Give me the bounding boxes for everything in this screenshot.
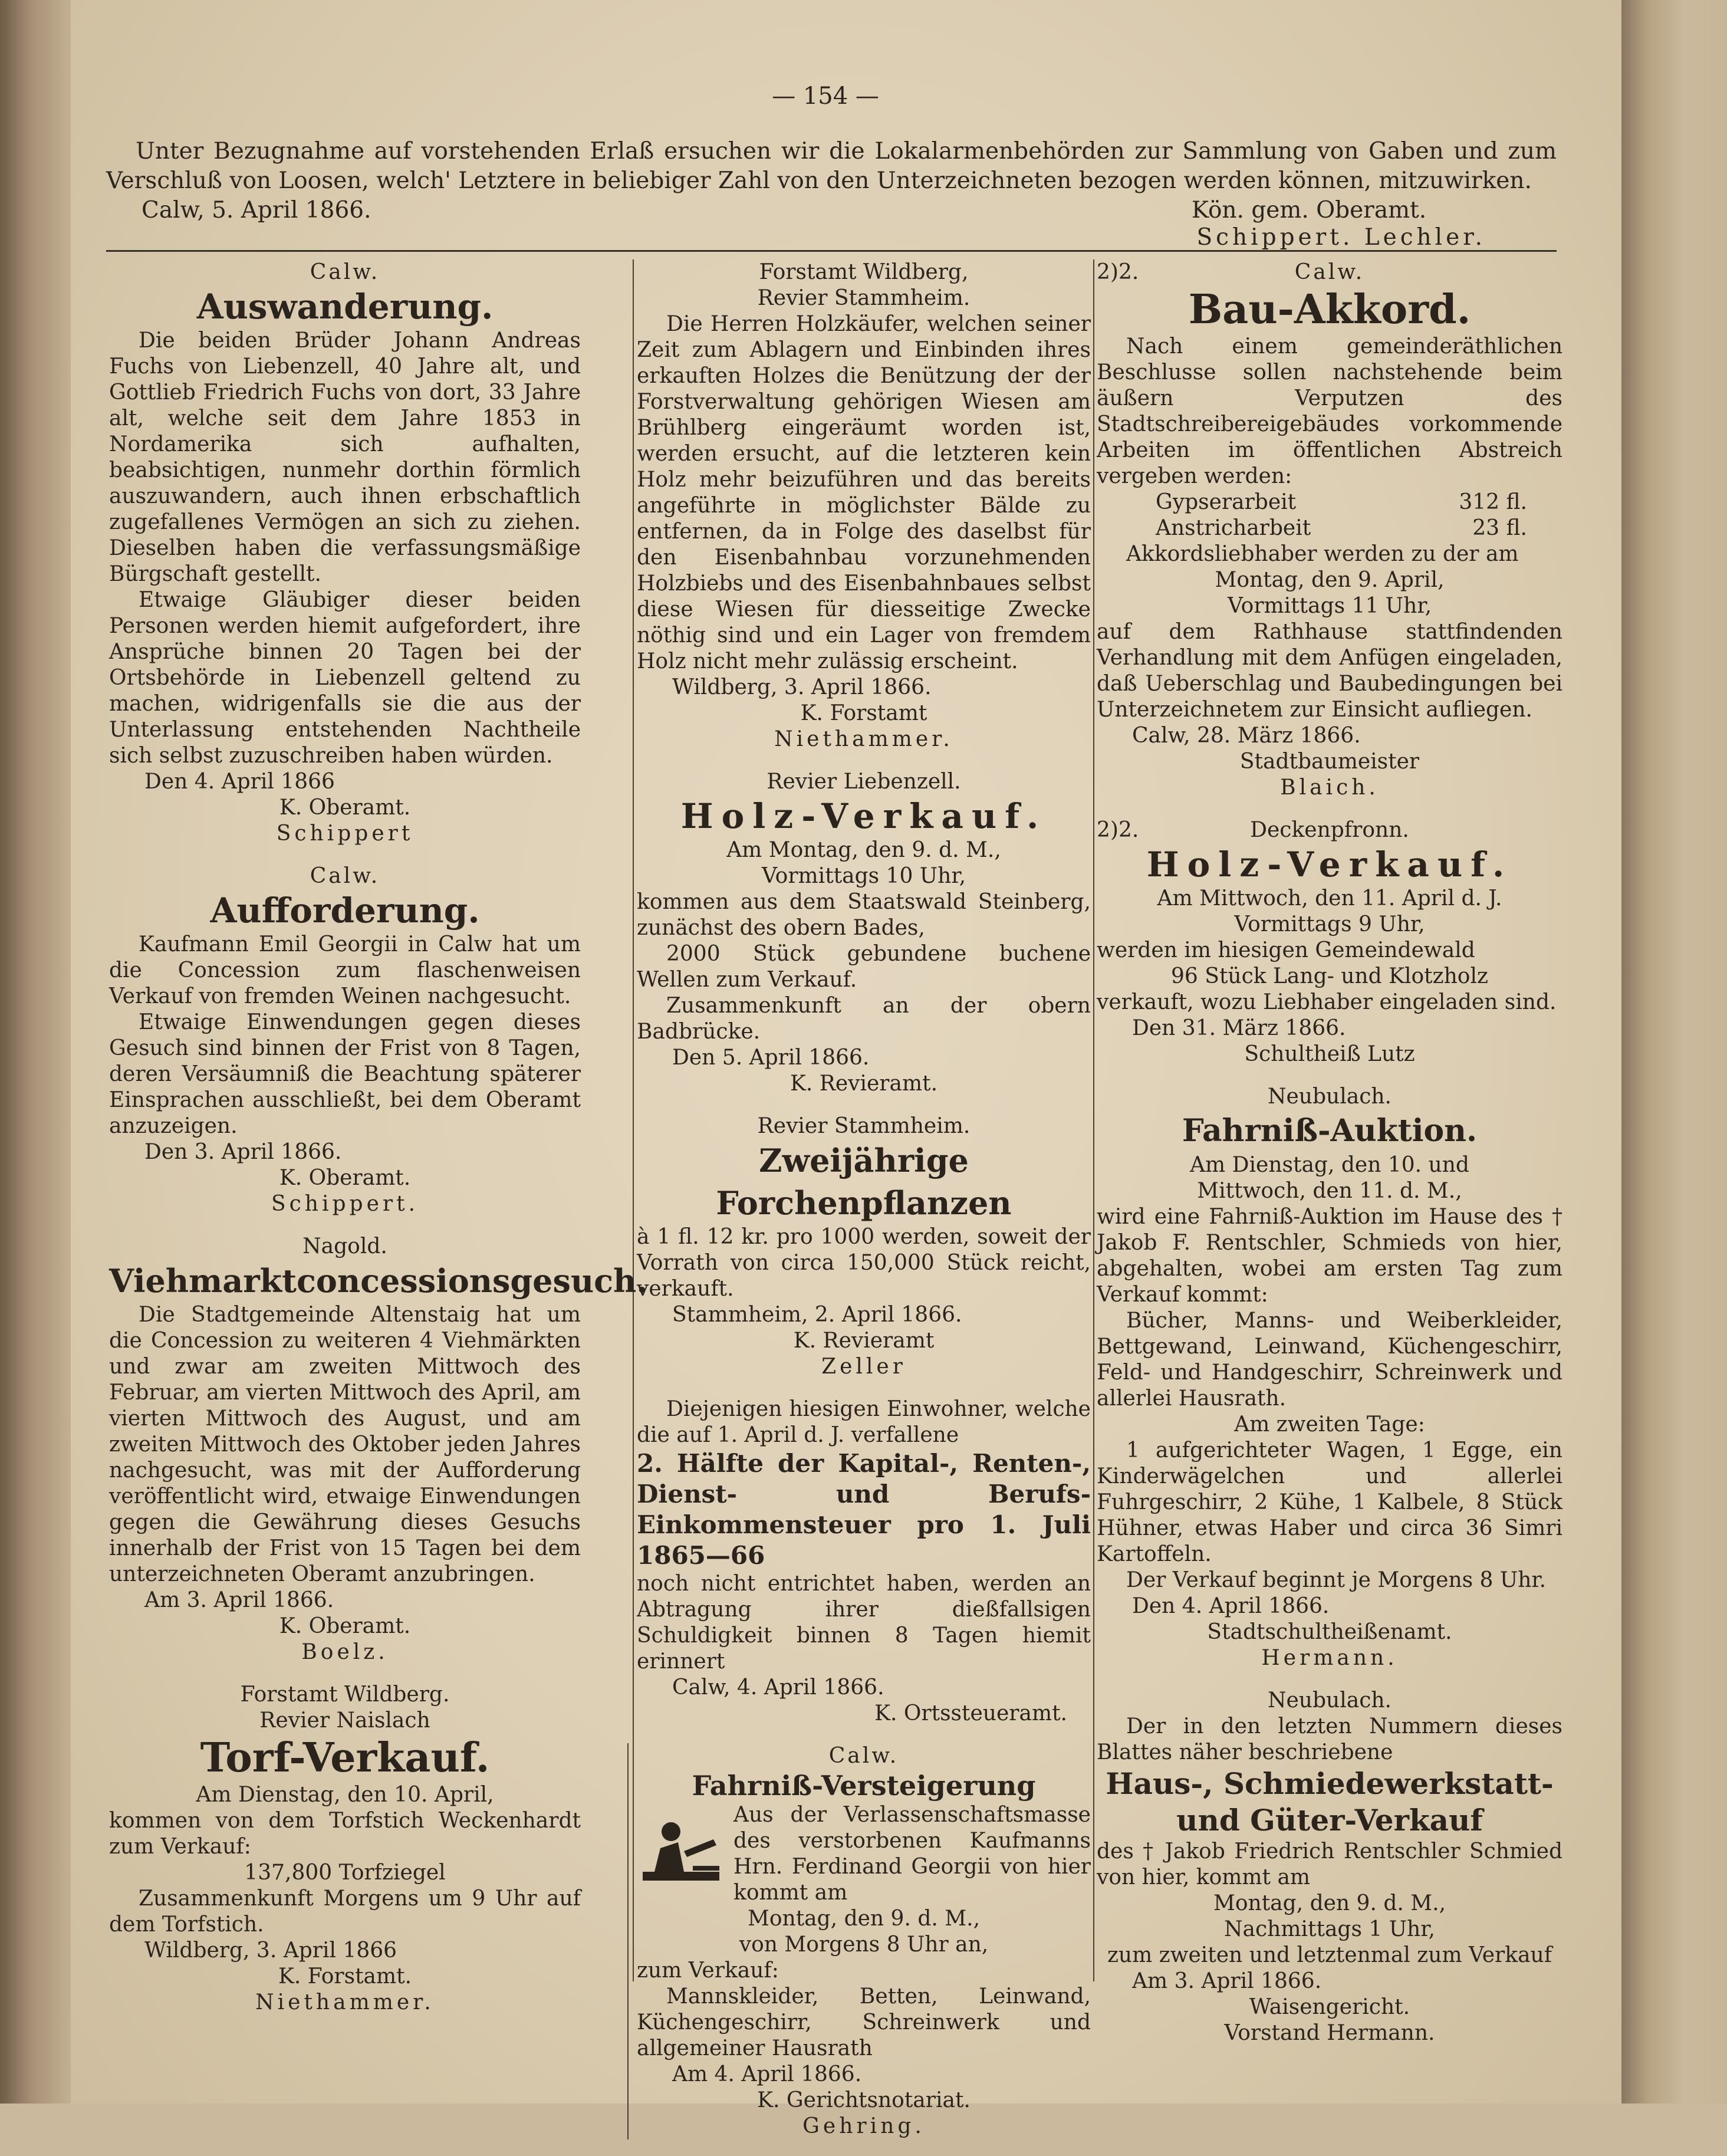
- ad-text: Zusammenkunft an der obern Badbrücke.: [637, 994, 1091, 1044]
- ad-heading: Viehmarktconcessionsgesuch.: [109, 1262, 648, 1300]
- ad-date: Calw, 4. April 1866.: [672, 1675, 884, 1700]
- ad-line: Am Dienstag, den 10. und: [1190, 1153, 1469, 1177]
- ad-location: Calw.: [310, 864, 380, 888]
- ad-fahrniss-auktion: [1097, 1084, 1562, 1671]
- ad-date: Calw, 28. März 1866.: [1132, 724, 1361, 748]
- price-row: [1097, 515, 1562, 541]
- ad-steuer: [637, 1396, 1091, 1727]
- ad-text: Nach einem gemeinderäthlichen Beschlusse sollen nachstehende beim äußern Verputzen des Stadtschreibereigebäudes vorkommende Arbeiten im öffentlichen Abstreich vergeben werden:: [1097, 334, 1562, 488]
- ad-line: Am Dienstag, den 10. April,: [196, 1783, 494, 1807]
- ad-haus-verkauf: [1097, 1688, 1562, 2046]
- ad-signer: Niethammer.: [774, 727, 953, 751]
- intro-signers: Schippert. Lechler.: [1196, 224, 1486, 251]
- ad-line: Vormittags 9 Uhr,: [1234, 912, 1425, 936]
- ad-date: Den 3. April 1866.: [144, 1140, 342, 1164]
- ad-holz-verkauf-deckenpfronn: [1097, 817, 1562, 1067]
- price-row: [1097, 489, 1562, 515]
- ad-bold-text: 2. Hälfte der Kapital-, Renten-, Dienst- und Berufs-Einkommensteuer pro 1. Juli 1865—66: [637, 1449, 1091, 1570]
- ad-office-top: Forstamt Wildberg,: [759, 260, 969, 284]
- price-item-name: Anstricharbeit: [1156, 516, 1311, 540]
- ad-text: Die Stadtgemeinde Altenstaig hat um die Concession zu weiteren 4 Viehmärkten und zwar am zweiten Mittwoch des Februar, am vierten Mittwoch des April, am vierten Mittwoch des August, und am zweiten Mittwoch des Oktober jeden Jahres nachgesucht, was mit der Aufforderung veröffentlicht wird, etwaige Einwendungen gegen die Gewährung dieses Gesuchs innerhalb der Frist von 15 Tagen bei dem unterzeichneten Oberamt anzubringen.: [109, 1303, 581, 1586]
- ad-heading: Aufforderung.: [210, 890, 480, 931]
- ad-text: Der in den letzten Nummern dieses Blattes näher beschriebene: [1097, 1714, 1562, 1764]
- ad-heading: Zweijährige Forchenpflanzen: [716, 1142, 1012, 1222]
- ad-line: von Morgens 8 Uhr an,: [739, 1932, 989, 1957]
- intro-text: Unter Bezugnahme auf vorstehenden Erlaß ersuchen wir die Lokalarmenbehörden zur Sammlung von Gaben und zum Verschluß von Loosen, welch' Letztere in beliebiger Zahl von den Unterzeichneten bezogen werden können, mitzuwirken.: [106, 138, 1557, 194]
- ad-line: Am Montag, den 9. d. M.,: [726, 838, 1001, 862]
- column-rule-2: [1093, 259, 1094, 1981]
- ad-heading: Torf-Verkauf.: [200, 1734, 490, 1782]
- ad-date: Wildberg, 3. April 1866.: [672, 675, 932, 699]
- column-3: [1097, 259, 1562, 2063]
- auction-woodcut-icon: [637, 1807, 725, 1884]
- ad-text: des † Jakob Friedrich Rentschler Schmied von hier, kommt am: [1097, 1839, 1562, 1889]
- price-item-value: 312 fl.: [1459, 490, 1527, 514]
- ad-signer: Schippert: [276, 821, 414, 846]
- ad-torf-verkauf: [109, 1682, 581, 2016]
- intro-sign-row: [106, 196, 1557, 225]
- ad-line: Montag, den 9. April,: [1215, 568, 1445, 592]
- ad-wiesen-notice: [637, 259, 1091, 752]
- ad-office: K. Revieramt.: [790, 1072, 938, 1096]
- ad-text: Etwaige Einwendungen gegen dieses Gesuch sind binnen der Frist von 8 Tagen, deren Versäumniß die Beachtung späterer Einsprachen ausschließt, bei dem Oberamt anzuzeigen.: [109, 1010, 581, 1138]
- column-rule-1: [633, 259, 634, 1981]
- ad-heading: Fahrniß-Auktion.: [1182, 1113, 1478, 1149]
- ad-aufforderung: [109, 863, 581, 1217]
- ad-office: K. Forstamt.: [278, 1964, 412, 1989]
- ad-text: Diejenigen hiesigen Einwohner, welche die auf 1. April d. J. verfallene: [637, 1397, 1091, 1447]
- ad-signer: Gehring.: [802, 2114, 925, 2138]
- ad-signer: Boelz.: [301, 1640, 389, 1664]
- ad-location: Calw.: [1294, 260, 1365, 284]
- ad-heading: Bau-Akkord.: [1188, 286, 1471, 333]
- ad-signer: Vorstand Hermann.: [1224, 2021, 1435, 2045]
- ad-viehmarkt: [109, 1234, 648, 1665]
- ad-line: Am Mittwoch, den 11. April d. J.: [1157, 886, 1502, 911]
- ad-office: Waisengericht.: [1249, 1995, 1410, 2019]
- ad-text: kommen aus dem Staatswald Steinberg, zunächst des obern Bades,: [637, 890, 1091, 940]
- page-number: — 154 —: [772, 83, 879, 110]
- ad-location: Calw.: [828, 1744, 899, 1768]
- ad-date: Am 3. April 1866.: [144, 1588, 334, 1612]
- ad-holz-verkauf-liebenzell: [637, 769, 1091, 1097]
- ad-date: Am 3. April 1866.: [1132, 1969, 1322, 1993]
- ad-line: Nachmittags 1 Uhr,: [1224, 1917, 1435, 1941]
- ad-revier: Revier Liebenzell.: [767, 770, 961, 794]
- ad-text: kommen von dem Torfstich Weckenhardt zum Verkauf:: [109, 1809, 581, 1859]
- ad-date: Den 4. April 1866.: [1132, 1594, 1330, 1618]
- ad-signer: Hermann.: [1261, 1646, 1398, 1670]
- ad-location: Neubulach.: [1268, 1688, 1392, 1713]
- ad-office: K. Oberamt.: [279, 1166, 411, 1190]
- ad-line: Vormittags 10 Uhr,: [761, 864, 966, 888]
- ad-signer: Schippert.: [271, 1192, 419, 1216]
- ad-text: zum zweiten und letztenmal zum Verkauf: [1107, 1943, 1552, 1967]
- intro-date: Calw, 5. April 1866.: [142, 197, 371, 224]
- ad-office: K. Gerichtsnotariat.: [757, 2088, 971, 2112]
- ad-fahrniss-versteigerung: [627, 1743, 1091, 2139]
- ad-text: zum Verkauf:: [637, 1958, 779, 1983]
- ad-date: Den 5. April 1866.: [672, 1046, 870, 1070]
- ad-office: K. Oberamt.: [279, 1614, 411, 1638]
- ad-heading: Auswanderung.: [196, 287, 494, 327]
- ad-auswanderung: [109, 259, 581, 847]
- price-item-value: 23 fl.: [1472, 516, 1527, 540]
- ad-location: Deckenpfronn.: [1250, 818, 1409, 842]
- ad-date: Den 31. März 1866.: [1132, 1016, 1346, 1040]
- ad-text: à 1 fl. 12 kr. pro 1000 werden, soweit der Vorrath von circa 150,000 Stück reicht, verkauft.: [637, 1225, 1091, 1301]
- ad-text: wird eine Fahrniß-Auktion im Hause des † Jakob F. Rentschler, Schmieds von hier, abgehalten, wobei am ersten Tag zum Verkauf kommt:: [1097, 1205, 1562, 1307]
- ad-item: 137,800 Torfziegel: [244, 1861, 446, 1885]
- ad-tag: 2)2.: [1097, 818, 1139, 842]
- ad-text: Mannskleider, Betten, Leinwand, Küchengeschirr, Schreinwerk und allgemeiner Hausrath: [637, 1984, 1091, 2060]
- ad-text: Bücher, Manns- und Weiberkleider, Bettgewand, Leinwand, Küchengeschirr, Feld- und Handgeschirr, Schreinwerk und allerlei Hausrath.: [1097, 1309, 1562, 1411]
- ad-date: Wildberg, 3. April 1866: [144, 1938, 397, 1963]
- facing-page: [1621, 0, 1727, 2104]
- ad-office: K. Forstamt: [800, 701, 927, 725]
- ad-text: Die Herren Holzkäufer, welchen seiner Zeit zum Ablagern und Einbinden ihres erkauften Holzes die Benützung der der Forstverwaltung gehörigen Wiesen am Brühlberg eingeräumt worden ist, werden ersucht, auf die letzteren kein Holz mehr beizuführen und das bereits angeführte in möglichster Bälde zu entfernen, da in Folge des daselbst für den Eisenbahnbau vorzunehmenden Holzbiebs und des Eisenbahnbaues selbst diese Wiesen für diesseitige Zwecke nöthig sind und ein Lager von fremdem Holz nicht mehr zulässig erscheint.: [637, 312, 1091, 673]
- ad-location: Nagold.: [302, 1234, 387, 1258]
- intro-authority: Kön. gem. Oberamt.: [1191, 197, 1427, 224]
- column-2: [637, 259, 1091, 2156]
- ad-heading: Holz-Verkauf.: [680, 796, 1047, 836]
- ad-office: Stadtbaumeister: [1239, 750, 1420, 774]
- ad-text: Zusammenkunft Morgens um 9 Uhr auf dem Torfstich.: [109, 1886, 581, 1937]
- ad-text: Kaufmann Emil Georgii in Calw hat um die Concession zum flaschenweisen Verkauf von fremden Weinen nachgesucht.: [109, 932, 581, 1008]
- ad-text: noch nicht entrichtet haben, werden an Abtragung ihrer dießfallsigen Schuldigkeit binnen 8 Tagen hiemit erinnert: [637, 1572, 1091, 1674]
- ad-bau-akkord: [1097, 259, 1562, 801]
- ad-text: 1 aufgerichteter Wagen, 1 Egge, ein Kinderwägelchen und allerlei Fuhrgeschirr, 2 Kühe, 1 Kalbele, 8 Stück Hühner, etwas Haber und circa 36 Simri Kartoffeln.: [1097, 1438, 1562, 1566]
- ad-text: 2000 Stück gebundene buchene Wellen zum Verkauf.: [637, 942, 1091, 992]
- ad-signer: Zeller: [821, 1355, 906, 1379]
- intro-notice: [106, 137, 1557, 252]
- ad-revier: Revier Stammheim.: [757, 1114, 971, 1138]
- ad-heading: Fahrniß-Versteigerung: [692, 1770, 1036, 1802]
- ad-text: werden im hiesigen Gemeindewald: [1097, 938, 1475, 962]
- book-page-edge: [0, 0, 71, 2104]
- ad-revier: Revier Stammheim.: [757, 286, 971, 310]
- ad-text: Die beiden Brüder Johann Andreas Fuchs von Liebenzell, 40 Jahre alt, und Gottlieb Friedrich Fuchs von dort, 33 Jahre alt, welche seit dem Jahre 1853 in Nordamerika sich aufhalten, beabsichtigen, nunmehr dorthin förmlich auszuwandern, auch ihnen erbschaftlich zugefallenes Vermögen an sich zu ziehen. Dieselben haben die verfassungsmäßige Bürgschaft gestellt.: [109, 328, 581, 586]
- ad-date: Stammheim, 2. April 1866.: [672, 1303, 962, 1327]
- ad-text: auf dem Rathhause stattfindenden Verhandlung mit dem Anfügen eingeladen, daß Ueberschlag und Baubedingungen bei Unterzeichnetem zur Einsicht aufliegen.: [1097, 620, 1562, 722]
- ad-office: Stadtschultheißenamt.: [1207, 1620, 1452, 1644]
- ad-location: Neubulach.: [1268, 1084, 1392, 1109]
- ad-date: Am 4. April 1866.: [672, 2062, 862, 2086]
- ad-signer: Schultheiß Lutz: [1244, 1042, 1415, 1066]
- ad-signer: Niethammer.: [255, 1990, 435, 2014]
- ad-line: Mittwoch, den 11. d. M.,: [1197, 1179, 1462, 1203]
- header-rule: [106, 250, 1557, 252]
- ad-office: K. Ortssteueramt.: [874, 1701, 1067, 1726]
- ad-office: K. Oberamt.: [279, 796, 411, 820]
- ad-text: Akkordsliebhaber werden zu der am: [1126, 542, 1519, 566]
- ad-forchenpflanzen: [637, 1113, 1091, 1380]
- ad-text: verkauft, wozu Liebhaber eingeladen sind.: [1097, 990, 1557, 1014]
- ad-signer: Blaich.: [1280, 775, 1379, 800]
- ad-line: Montag, den 9. d. M.,: [747, 1907, 981, 1931]
- ad-text: Aus der Verlassenschaftsmasse des verstorbenen Kaufmanns Hrn. Ferdinand Georgii von hier kommt am: [733, 1803, 1091, 1905]
- ad-tag: 2)2.: [1097, 260, 1139, 284]
- ad-line: Vormittags 11 Uhr,: [1227, 594, 1432, 618]
- ad-office: K. Revieramt: [793, 1329, 935, 1353]
- ad-line: Montag, den 9. d. M.,: [1213, 1891, 1446, 1915]
- ad-date: Den 4. April 1866: [144, 770, 335, 794]
- ad-text: Etwaige Gläubiger dieser beiden Personen werden hiemit aufgefordert, ihre Ansprüche binnen 20 Tagen bei der Ortsbehörde in Liebenzell geltend zu machen, widrigenfalls sie die aus der Unterlassung entstehenden Nachtheile sich selbst zuzuschreiben haben würden.: [109, 588, 581, 768]
- ad-text: Der Verkauf beginnt je Morgens 8 Uhr.: [1126, 1568, 1547, 1592]
- ad-heading: Haus-, Schmiedewerkstatt- und Güter-Verkauf: [1106, 1766, 1554, 1838]
- ad-office-top: Forstamt Wildberg.: [240, 1682, 450, 1707]
- ad-location: Calw.: [310, 260, 380, 284]
- ad-item: 96 Stück Lang- und Klotzholz: [1171, 964, 1488, 988]
- price-item-name: Gypserarbeit: [1156, 490, 1297, 514]
- ad-heading: Holz-Verkauf.: [1146, 844, 1513, 885]
- column-1: [109, 259, 648, 2032]
- ad-revier: Revier Naislach: [259, 1708, 430, 1733]
- ad-line: Am zweiten Tage:: [1234, 1412, 1425, 1437]
